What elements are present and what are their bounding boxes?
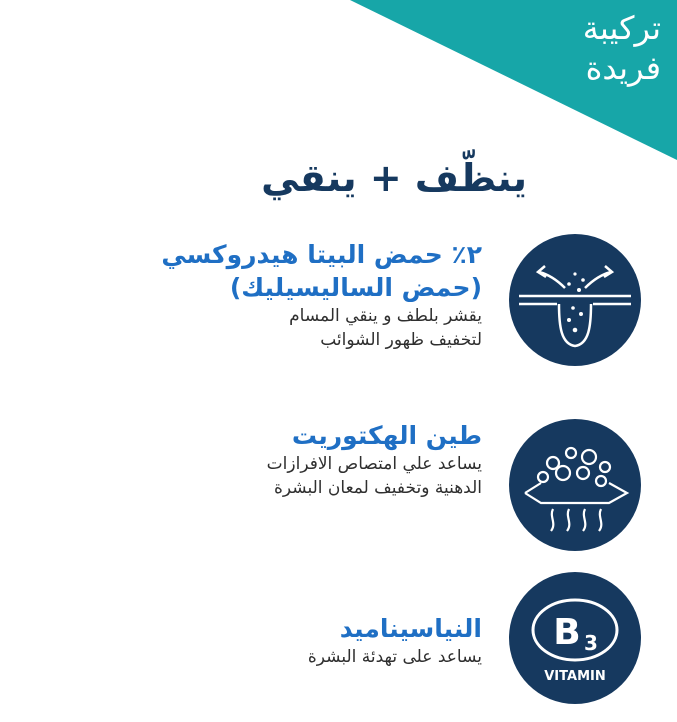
ingredient-text-hectorite: [22, 419, 482, 500]
ingredient-desc-line-1: يساعد على تهدئة البشرة: [307, 647, 482, 667]
corner-label: [461, 8, 661, 88]
vitamin-b3-icon: [505, 568, 645, 708]
vitamin-b-letter: B: [553, 612, 581, 653]
ingredient-desc-line-1: يقشر بلطف و ينقي المسام: [289, 306, 482, 326]
corner-line-1: تركيبة: [582, 9, 661, 47]
ingredient-title-line-1: طين الهكتوريت: [291, 421, 482, 450]
corner-line-2: فريدة: [585, 49, 661, 87]
ingredient-item-niacinamide: [0, 568, 677, 684]
ingredient-text-niacinamide: [22, 612, 482, 669]
ingredient-text-bha: [22, 238, 482, 352]
ingredient-desc-line-2: الدهنية وتخفيف لمعان البشرة: [274, 478, 482, 498]
ingredient-item-hectorite: [0, 415, 677, 525]
pores-cleansing-icon: [505, 230, 645, 370]
ingredient-desc-line-1: يساعد علي امتصاص الافرازات: [266, 454, 482, 474]
ingredient-item-bha: [0, 230, 677, 370]
ingredient-title-line-2: (حمض الساليسيليك): [229, 273, 482, 302]
ingredient-title-line-1: ٢٪ حمض البيتا هيدروكسي: [161, 240, 482, 269]
ingredient-desc-line-2: لتخفيف ظهور الشوائب: [320, 330, 482, 350]
oil-absorption-icon: [505, 415, 645, 555]
vitamin-label: VITAMIN: [544, 669, 606, 684]
headline: ينظّف + ينقي: [261, 156, 527, 200]
ingredient-title-line-1: النياسيناميد: [339, 614, 482, 643]
vitamin-subscript: 3: [584, 631, 598, 655]
